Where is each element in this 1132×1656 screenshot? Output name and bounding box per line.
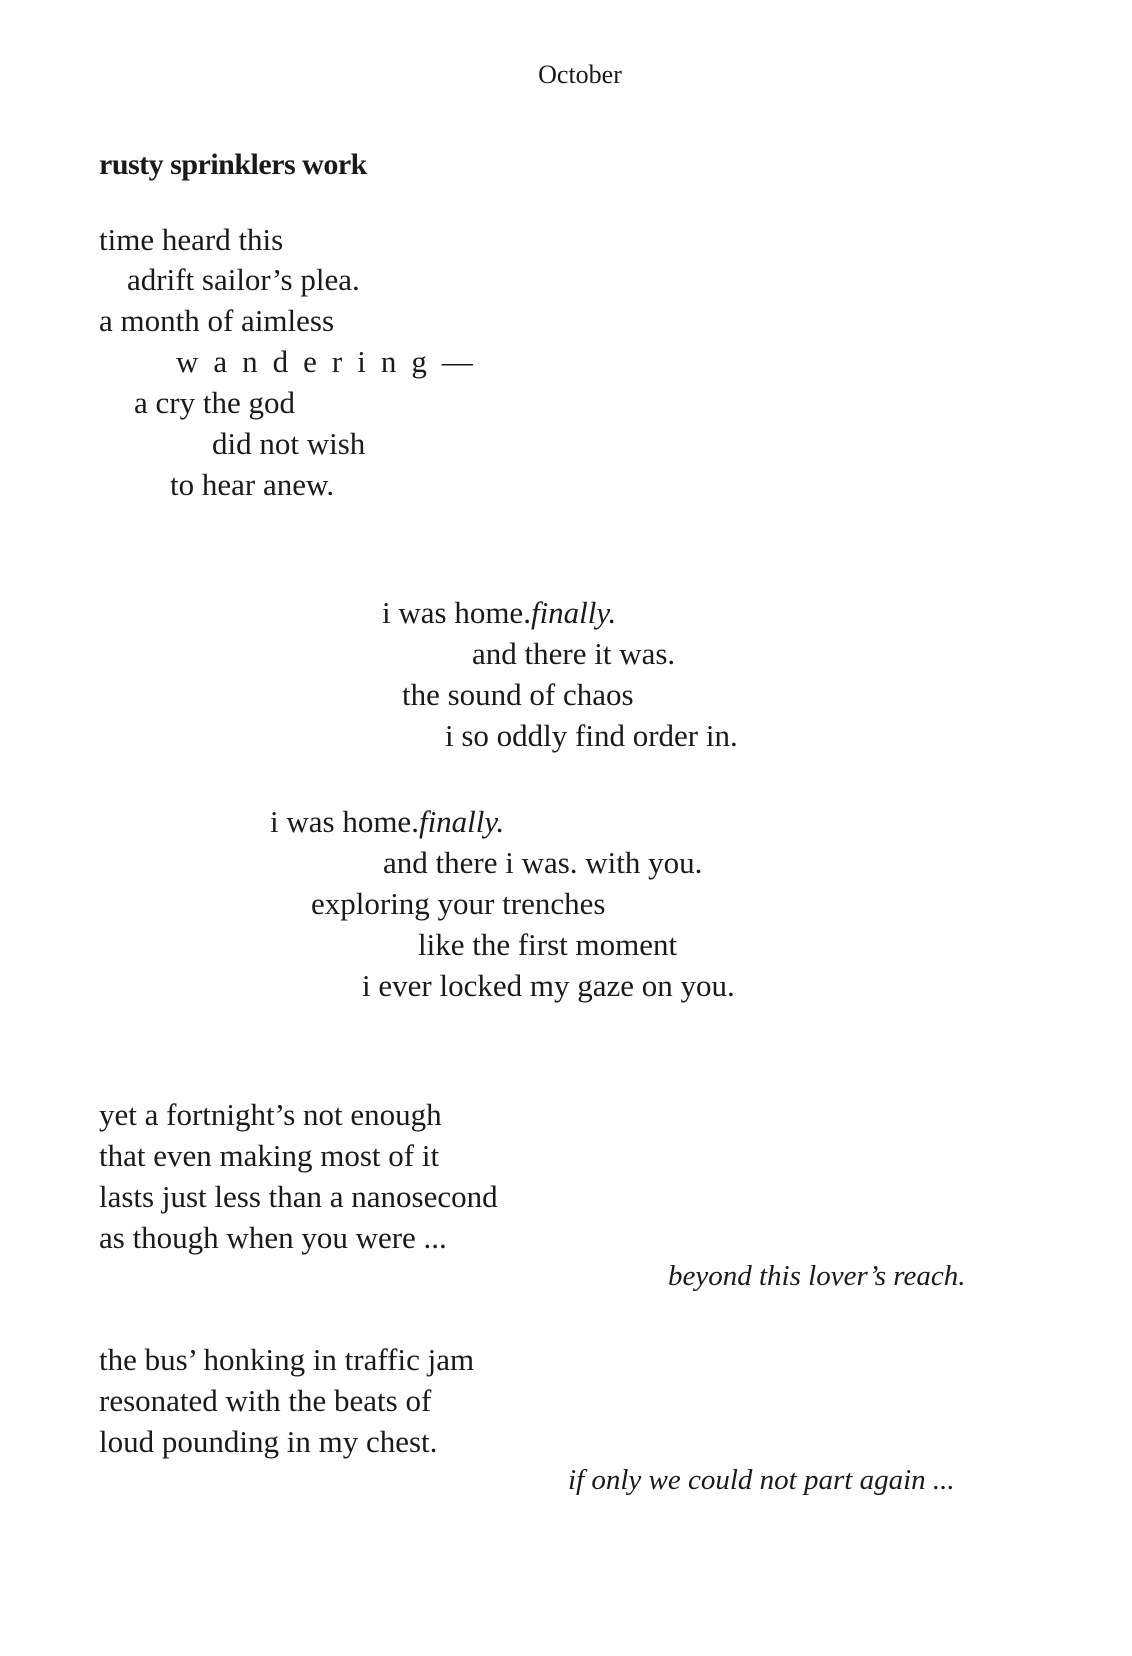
stanza2-line3: the sound of chaos <box>402 677 634 712</box>
stanza2-line2: and there it was. <box>472 636 676 671</box>
stanza5-line3: loud pounding in my chest. <box>99 1424 438 1459</box>
page-header-month: October <box>538 60 622 89</box>
stanza1-line5: a cry the god <box>134 385 295 420</box>
stanza2-line4: i so oddly find order in. <box>445 718 738 753</box>
spaced-word: wandering <box>176 344 442 379</box>
stanza2-line1-italic: finally. <box>530 595 617 630</box>
stanza4-line1: yet a fortnight’s not enough <box>99 1097 442 1132</box>
stanza4-tail: beyond this lover’s reach. <box>668 1260 966 1292</box>
stanza3-line1-text: i was home. <box>270 804 419 839</box>
stanza2-line1 <box>382 597 616 628</box>
stanza3-line1 <box>270 806 504 837</box>
stanza1-line4 <box>176 346 473 377</box>
stanza1-line1: time heard this <box>99 222 284 257</box>
stanza3-line4: like the first moment <box>418 927 678 962</box>
stanza3-line5: i ever locked my gaze on you. <box>362 968 735 1003</box>
stanza3-line3: exploring your trenches <box>311 886 606 921</box>
stanza4-line2: that even making most of it <box>99 1138 440 1173</box>
stanza2-line1-text: i was home. <box>382 595 531 630</box>
stanza4-line4: as though when you were ... <box>99 1220 447 1255</box>
stanza4-line3: lasts just less than a nanosecond <box>99 1179 498 1214</box>
stanza5-tail: if only we could not part again ... <box>568 1464 955 1496</box>
stanza3-line2: and there i was. with you. <box>383 845 703 880</box>
stanza1-line7: to hear anew. <box>170 467 335 502</box>
stanza1-line6: did not wish <box>212 426 366 461</box>
stanza1-line2: adrift sailor’s plea. <box>127 262 360 297</box>
poem-title: rusty sprinklers work <box>99 148 367 181</box>
em-dash: — <box>441 344 473 379</box>
stanza5-line1: the bus’ honking in traffic jam <box>99 1342 475 1377</box>
stanza5-line2: resonated with the beats of <box>99 1383 432 1418</box>
stanza1-line3: a month of aimless <box>99 303 335 338</box>
stanza3-line1-italic: finally. <box>418 804 505 839</box>
